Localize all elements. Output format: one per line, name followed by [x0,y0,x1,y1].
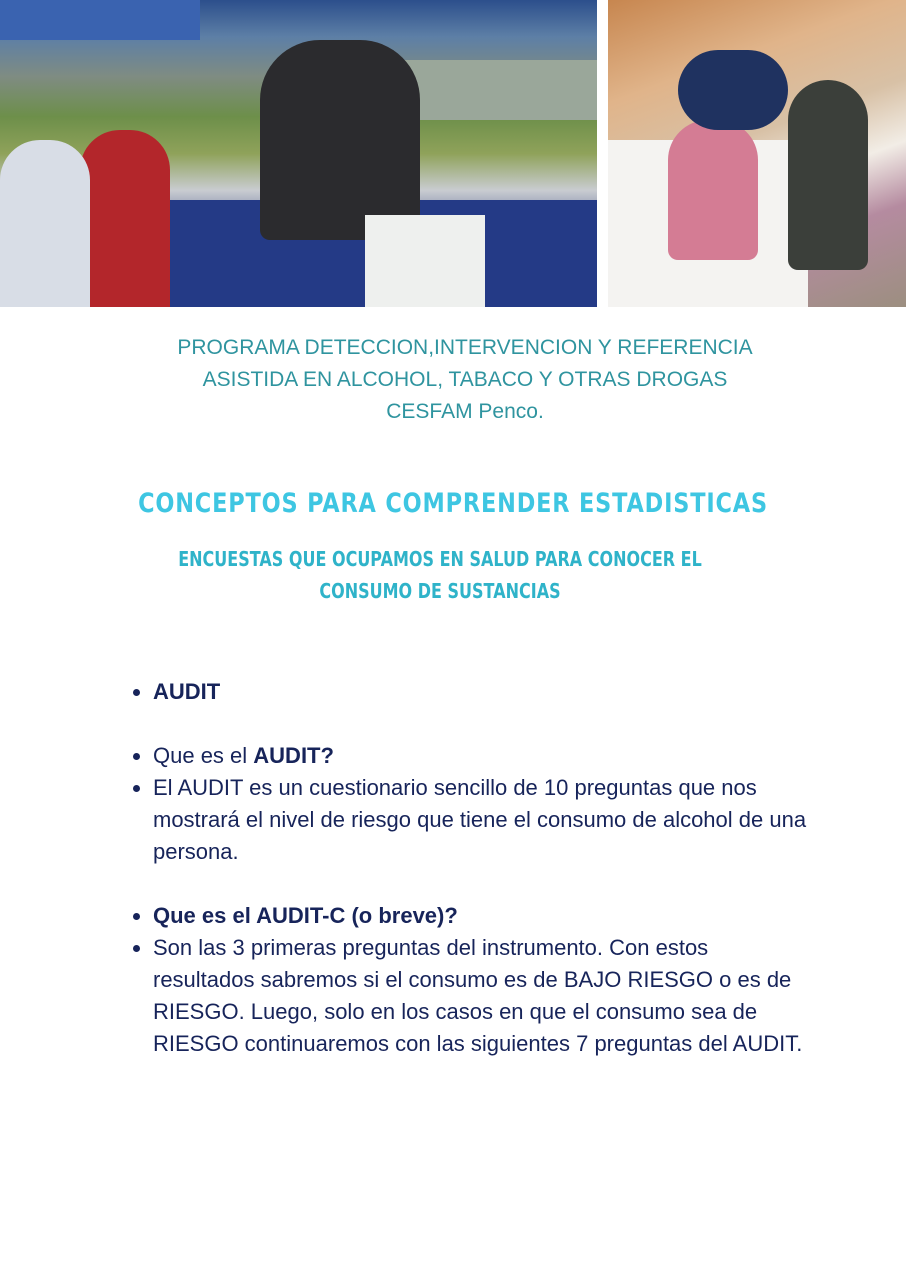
bullet-list [125,676,813,1060]
photo-outdoor-stand [0,0,597,307]
person [260,40,420,240]
question-bold: Que es el AUDIT-C (o breve)? [153,903,458,928]
child [0,140,90,307]
question-text: Que es el [153,743,254,768]
question-bold: AUDIT? [253,743,334,768]
page-subtitle: ENCUESTAS QUE OCUPAMOS EN SALUD PARA CONOCER EL CONSUMO DE SUSTANCIAS [178,547,702,603]
poster [365,215,485,307]
child [80,130,170,307]
list-item [153,900,813,932]
program-line: PROGRAMA DETECCION,INTERVENCION Y REFERENCIA [177,336,753,359]
person [678,50,788,130]
photo-indoor-screening [608,0,906,307]
program-line: ASISTIDA EN ALCOHOL, TABACO Y OTRAS DROGAS [202,368,728,391]
page-title: CONCEPTOS PARA COMPRENDER ESTADISTICAS [138,488,768,519]
list-item: • El AUDIT es un cuestionario sencillo de 10 preguntas que nos mostrará el nivel de riesgo que tiene el consumo de alcohol de una persona. [153,772,813,868]
tent-canopy [0,0,200,40]
person [788,80,868,270]
program-line: CESFAM Penco. [386,400,544,423]
person [668,120,758,260]
list-item [153,676,813,708]
list-item [153,740,813,772]
audit-heading: AUDIT [153,679,221,704]
program-header [120,332,810,428]
list-item: • Son las 3 primeras preguntas del instrumento. Con estos resultados sabremos si el consumo es de BAJO RIESGO o es de RIESGO. Luego, solo en los casos en que el consumo sea de RIESGO continuaremos con las siguientes 7 preguntas del AUDIT. [153,932,813,1060]
